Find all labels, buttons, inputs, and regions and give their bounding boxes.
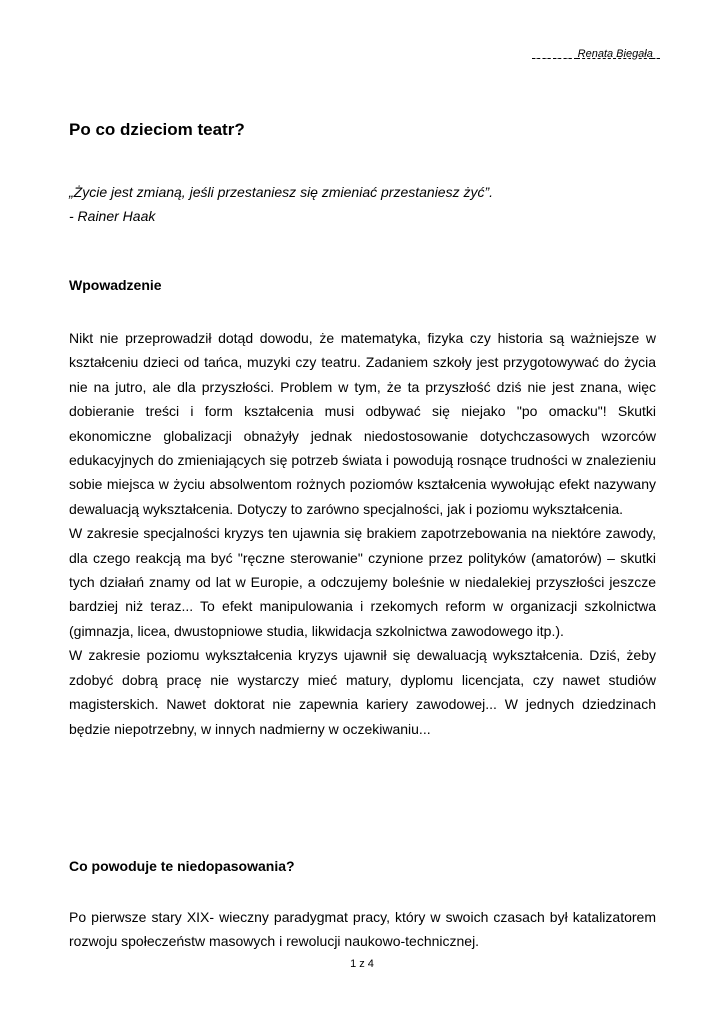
author-name: Renata Biegała xyxy=(577,48,653,60)
page-number: 1 z 4 xyxy=(350,958,374,970)
paragraph: W zakresie poziomu wykształcenia kryzys ujawnił się dewaluacją wykształcenia. Dziś, żeby zdobyć dobrą pracę nie wystarczy mieć matury, dyplomu licencjata, czy nawet studiów magisterskich. Nawet doktorat nie zapewnia kariery zawodowej... W jednych dziedzinach będzie niepotrzebny, w innych nadmierny w oczekiwaniu... xyxy=(69,647,656,737)
causes-body xyxy=(69,905,656,954)
quote-text: „Życie jest zmianą, jeśli przestaniesz się zmieniać przestaniesz żyć”. xyxy=(69,184,494,200)
paragraph: W zakresie specjalności kryzys ten ujawnia się brakiem zapotrzebowania na niektóre zawody, dla czego reakcją ma być "ręczne sterowanie" czynione przez polityków (amatorów) – skutki tych działań znamy od lat w Europie, a odczujemy boleśnie w niedalekiej przyszłości jeszcze bardziej niż teraz... To efekt manipulowania i rzekomych reform w organizacji szkolnictwa (gimnazja, licea, dwustopniowe studia, likwidacja szkolnictwa zawodowego itp.). xyxy=(69,525,656,639)
epigraph-quote xyxy=(69,180,493,228)
header-author: _ _ _ _ Renata Biegała_ xyxy=(532,48,660,60)
paragraph: Nikt nie przeprowadził dotąd dowodu, że matematyka, fizyka czy historia są ważniejsze w kształceniu dzieci od tańca, muzyki czy teatru. Zadaniem szkoły jest przygotowywać do życia nie na jutro, ale dla przyszłości. Problem w tym, że ta przyszłość dziś nie jest znana, więc dobieranie treści i form kształcenia musi odbywać się niejako "po omacku"! Skutki ekonomiczne globalizacji obnażyły jednak niedostosowanie dotychczasowych wzorców edukacyjnych do zmieniających się potrzeb świata i powodują rosnące trudności w znalezieniu sobie miejsca w życiu absolwentom rożnych poziomów kształcenia wywołując efekt nazywany dewaluacją wykształcenia. Dotyczy to zarówno specjalności, jak i poziomu wykształcenia. xyxy=(69,330,656,517)
quote-attribution: - Rainer Haak xyxy=(69,208,156,224)
document-title: Po co dzieciom teatr? xyxy=(69,120,245,139)
section-heading-causes: Co powoduje te niedopasowania? xyxy=(69,858,295,874)
introduction-body xyxy=(69,326,656,741)
section-heading-introduction: Wpowadzenie xyxy=(69,277,162,293)
header-dashes: _ _ _ _ xyxy=(532,48,578,60)
paragraph: Po pierwsze stary XIX- wieczny paradygmat pracy, który w swoich czasach był katalizatorem rozwoju społeczeństw masowych i rewolucji naukowo-technicznej. xyxy=(69,909,656,950)
